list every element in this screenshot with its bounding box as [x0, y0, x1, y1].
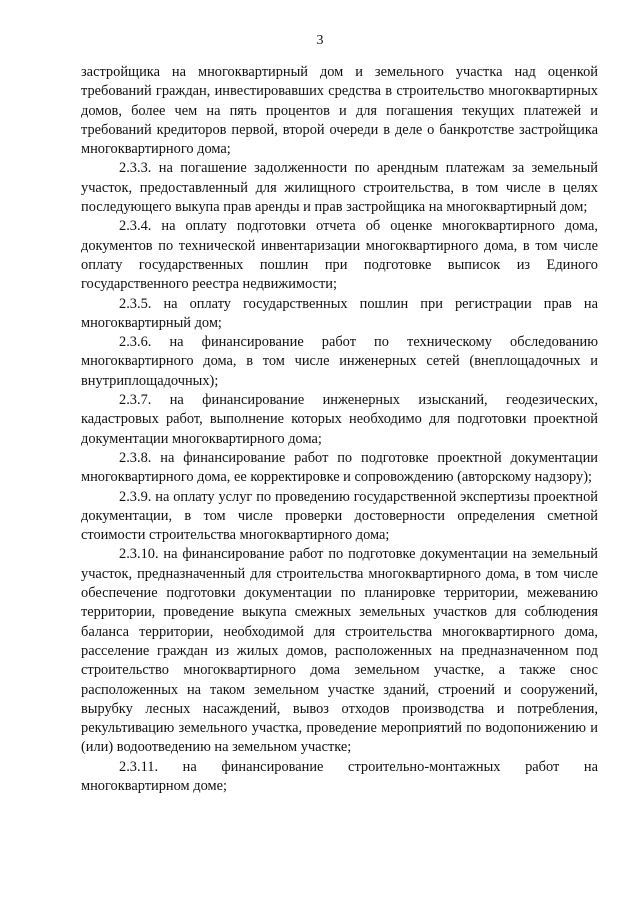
page-number: 3: [316, 33, 324, 48]
paragraph-2-3-6: 2.3.6. на финансирование работ по техническому обследованию многоквартирного дома, в том числе инженерных сетей (внеплощадочных и внутриплощадочных);: [81, 334, 598, 389]
paragraph-2-3-11: 2.3.11. на финансирование строительно-монтажных работ на многоквартирном доме;: [81, 758, 598, 794]
paragraph-2-3-3: 2.3.3. на погашение задолженности по арендным платежам за земельный участок, предоставленный для жилищного строительства, в том числе в целях последующего выкупа прав аренды и прав застройщика на многоквартирный дом;: [81, 160, 598, 216]
paragraph-2-3-9: 2.3.9. на оплату услуг по проведению государственной экспертизы проектной документации, в том числе проверки достоверности определения сметной стоимости строительства многоквартирного дома;: [81, 488, 598, 544]
paragraph-2-3-5: 2.3.5. на оплату государственных пошлин при регистрации прав на многоквартирный дом;: [81, 295, 598, 331]
document-body: [81, 63, 598, 796]
paragraph-2-3-8: 2.3.8. на финансирование работ по подготовке проектной документации многоквартирного дома, ее корректировке и сопровождению (авторскому надзору);: [81, 449, 598, 486]
paragraph-2-3-4: 2.3.4. на оплату подготовки отчета об оценке многоквартирного дома, документов по технической инвентаризации многоквартирного дома, в том числе оплату государственных пошлин при подготовке выписок из Единого государственного реестра недвижимости;: [81, 218, 598, 293]
paragraph-2-3-10: 2.3.10. на финансирование работ по подготовке документации на земельный участок, предназначенный для строительства многоквартирного дома, в том числе обеспечение подготовки документации по планировке территории, межеванию территории, проведение выкупа смежных земельных участков для соблюдения баланса территории, необходимой для строительства многоквартирного дома, расселение граждан из жилых домов, расположенных на предназначенном под строительство многоквартирного дома земельном участке, а также снос расположенных на таком земельном участке зданий, строений и сооружений, вырубку лесных насаждений, вывоз отходов производства и потребления, рекультивацию земельного участка, проведение мероприятий по водопонижению и (или) водоотведению на земельном участке;: [81, 546, 598, 756]
paragraph-continuation: застройщика на многоквартирный дом и земельного участка над оценкой требований граждан, инвестировавших средства в строительство многоквартирных домов, более чем на пять процентов и для погашения текущих платежей и требований кредиторов первой, второй очереди в деле о банкротстве застройщика многоквартирного дома;: [81, 64, 598, 158]
paragraph-2-3-7: 2.3.7. на финансирование инженерных изысканий, геодезических, кадастровых работ, выполнение которых необходимо для подготовки проектной документации многоквартирного дома;: [81, 392, 598, 447]
